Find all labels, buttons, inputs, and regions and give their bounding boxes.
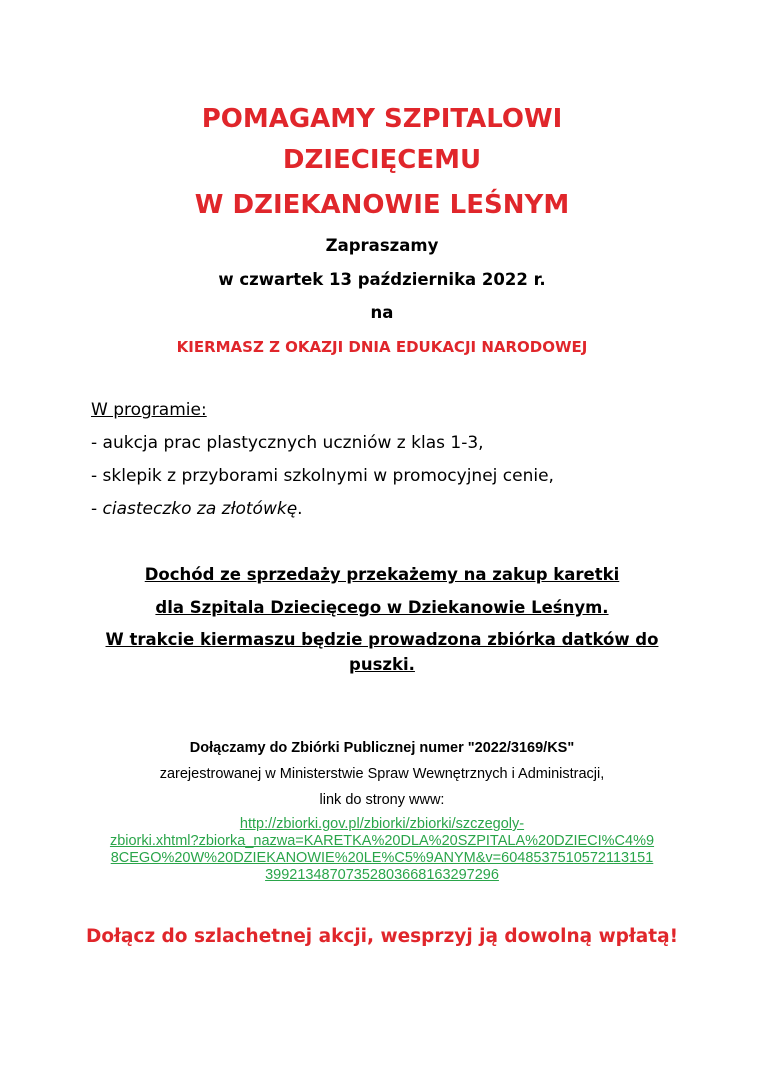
program-heading: W programie:: [91, 400, 207, 420]
donation-line-1: Dochód ze sprzedaży przekażemy na zakup karetki: [144, 565, 620, 584]
title-line-3: W DZIEKANOWIE LEŚNYM: [194, 190, 570, 220]
closing-appeal: Dołącz do szlachetnej akcji, wesprzyj ją dowolną wpłatą!: [85, 926, 679, 947]
donation-line-4: puszki.: [349, 655, 415, 674]
collection-link-line-3[interactable]: 8CEGO%20W%20DZIEKANOWIE%20LE%C5%9ANYM&v=6048537510572113151: [110, 850, 654, 866]
invite-line-1: Zapraszamy: [325, 236, 439, 255]
program-item-3-text: ciasteczko za złotówkę: [102, 499, 298, 519]
program-item-3: [91, 499, 303, 519]
invite-date: w czwartek 13 października 2022 r.: [218, 270, 546, 289]
program-item-1: - aukcja prac plastycznych uczniów z klas 1-3,: [91, 433, 484, 453]
collection-link-line-1[interactable]: http://zbiorki.gov.pl/zbiorki/zbiorki/szczegoly-: [239, 816, 525, 832]
program-item-2: - sklepik z przyborami szkolnymi w promocyjnej cenie,: [91, 466, 554, 486]
title-line-1: POMAGAMY SZPITALOWI: [201, 104, 563, 134]
title-line-2: DZIECIĘCEMU: [282, 145, 482, 175]
collection-link-line-2[interactable]: zbiorki.xhtml?zbiorka_nazwa=KARETKA%20DLA%20SZPITALA%20DZIECI%C4%9: [109, 833, 655, 849]
donation-line-3: W trakcie kiermaszu będzie prowadzona zbiórka datków do: [105, 630, 659, 649]
collection-number: Dołączamy do Zbiórki Publicznej numer "2022/3169/KS": [189, 740, 575, 756]
program-item-3-prefix: -: [91, 499, 103, 519]
invite-line-3: na: [370, 303, 394, 322]
collection-registration: zarejestrowanej w Ministerstwie Spraw Wewnętrznych i Administracji,: [159, 766, 605, 782]
fair-name: KIERMASZ Z OKAZJI DNIA EDUKACJI NARODOWEJ: [176, 338, 588, 356]
collection-link-label: link do strony www:: [319, 792, 445, 808]
donation-line-2: dla Szpitala Dziecięcego w Dziekanowie Leśnym.: [155, 598, 609, 617]
collection-link-line-4[interactable]: 399213487073528036681632972​96: [265, 867, 499, 883]
program-item-3-suffix: .: [297, 499, 303, 519]
